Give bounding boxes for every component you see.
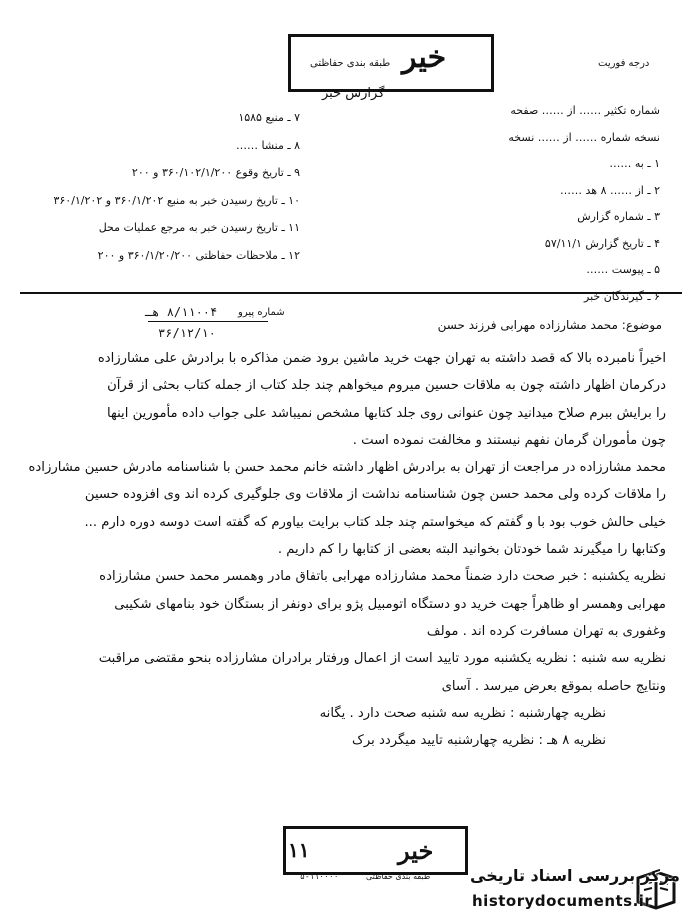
- field-source: ۷ ـ منبع ۱۵۸۵: [238, 111, 300, 124]
- opinion-tuesday: نظریه سه شنبه : نظریه یکشنبه مورد تایید است از اعمال ورفتار برادران مشارزاده بنحو مقتضی مراقبت: [98, 651, 666, 667]
- opinion-wednesday: نظریه چهارشنبه : نظریه سه شنبه صحت دارد . یگانه: [319, 705, 606, 721]
- right-fields: [360, 98, 660, 310]
- field-from: ۲ ـ از …… ۸ هد ……: [560, 183, 660, 197]
- field-attachment: ۵ ـ پیوست ……: [586, 263, 660, 276]
- footer-stamp-number: ۱۱: [288, 838, 310, 862]
- watermark-url: historydocuments.ir: [472, 892, 653, 910]
- body-line: را برایش ببرم صلاح میدانید چون عنوانی روی جلد کتابها مشخص نمیباشد علی جواب داده مأمورین اینها: [106, 405, 666, 421]
- body-line: مهرابی وهمسر او ظاهراً جهت خرید دو دستگاه اتومبیل پژو برای دونفر از بستگان خود بنامهای شکیبی: [114, 596, 666, 612]
- opinion-8h: نظریه ۸ هـ : نظریه چهارشنبه تایید میگردد برک: [352, 733, 606, 749]
- field-copy-number: شماره تکثیر …… از …… صفحه: [510, 104, 660, 117]
- body-line: وکتابها را میگیرند شما خودتان بخوانید البته بعضی از کتابها را کم داریم .: [277, 542, 666, 558]
- stamp-classification-label: طبقه بندی حفاظتی: [310, 58, 391, 69]
- field-recipients: ۶ ـ گیرندگان خبر: [584, 289, 660, 303]
- footer-stamp-word: خیر: [398, 836, 434, 865]
- footer-stamp-classification-label: طبقه بندی حفاظتی: [366, 872, 431, 881]
- reference-label: شماره پیرو: [238, 307, 285, 318]
- field-report-date: ۴ ـ تاریخ گزارش ۵۷/۱۱/۱: [544, 236, 660, 250]
- field-authority-received-date: ۱۱ ـ تاریخ رسیدن خبر به مرجع عملیات محل: [98, 221, 300, 234]
- field-event-date: ۹ ـ تاریخ وقوع ۳۶۰/۱۰۲/۱/۲۰۰ و ۲۰۰: [131, 166, 300, 179]
- opinion-sunday: نظریه یکشنبه : خبر صحت دارد ضمناً محمد مشارزاده مهرابی باتفاق مادر وهمسر محمد حسن مشارزاده: [99, 569, 666, 585]
- body-line: درکرمان اظهار داشته چون به ملاقات حسین میروم میخواهم چند جلد کتاب از جمله کتاب بحثی از قرآن: [107, 378, 666, 394]
- left-fields: [10, 104, 300, 269]
- field-to: ۱ ـ به ……: [609, 157, 660, 170]
- reference-divider: [148, 321, 268, 322]
- body-line: وغفوری به تهران مسافرت کرده اند . مولف: [426, 623, 666, 639]
- reference-number: ۸/۱۱۰۰۴ هـ: [145, 305, 218, 319]
- body-line: محمد مشارزاده در مراجعت از تهران به برادرش اظهار داشته خانم محمد حسن با شناسنامه مادرش حسین مشارزاده: [28, 460, 666, 476]
- body-line: ونتایج حاصله بموقع بعرض میرسد . آسای: [441, 678, 666, 694]
- report-body: [26, 345, 666, 754]
- priority-label: درجه فوریت: [598, 58, 650, 69]
- field-security-notes: ۱۲ ـ ملاحظات حفاظتی ۳۶۰/۱/۲۰/۲۰۰ و ۲۰۰: [97, 248, 300, 262]
- footer-stamp-code: ۵-۱۱۰۰۰۰: [300, 872, 339, 881]
- field-source-received-date: ۱۰ ـ تاریخ رسیدن خبر به منبع ۳۶۰/۱/۲۰۲ و ۳۶۰/۱/۲۰۲: [53, 193, 300, 207]
- reference-date: ۳۶/۱۲/۱۰: [158, 326, 216, 340]
- watermark-title: مرکز بررسی اسناد تاریخی: [470, 866, 680, 885]
- stamp-word: خیر: [402, 40, 447, 75]
- form-title: گزارش خبر: [322, 86, 385, 101]
- body-line: اخیراً نامبرده بالا که قصد داشته به تهران جهت خرید ماشین برود ضمن مذاکره با برادرش علی مشارزاده: [97, 351, 666, 366]
- footer-classification-stamp: [283, 826, 468, 875]
- field-report-number: ۳ ـ شماره گزارش: [577, 210, 660, 223]
- field-copy-count: نسخه شماره …… از …… نسخه: [508, 130, 660, 144]
- body-line: چون مأموران گرمان نفهم نیستند و مخالفت نموده است .: [352, 432, 666, 448]
- subject-line: موضوع: محمد مشارزاده مهرابی فرزند حسن: [437, 318, 662, 332]
- body-line: خیلی حالش خوب بود با و گفتم که میخواستم چند جلد کتاب برایت بیاورم که گفته است دوسه دوره دارم ...: [84, 514, 666, 530]
- field-origin: ۸ ـ منشا ……: [235, 138, 300, 152]
- header-divider: [20, 292, 682, 294]
- body-line: را ملاقات کرده ولی محمد حسن چون شناسنامه نداشت از ملاقات وی جلوگیری کرده اند وی افزوده حسین: [84, 487, 666, 503]
